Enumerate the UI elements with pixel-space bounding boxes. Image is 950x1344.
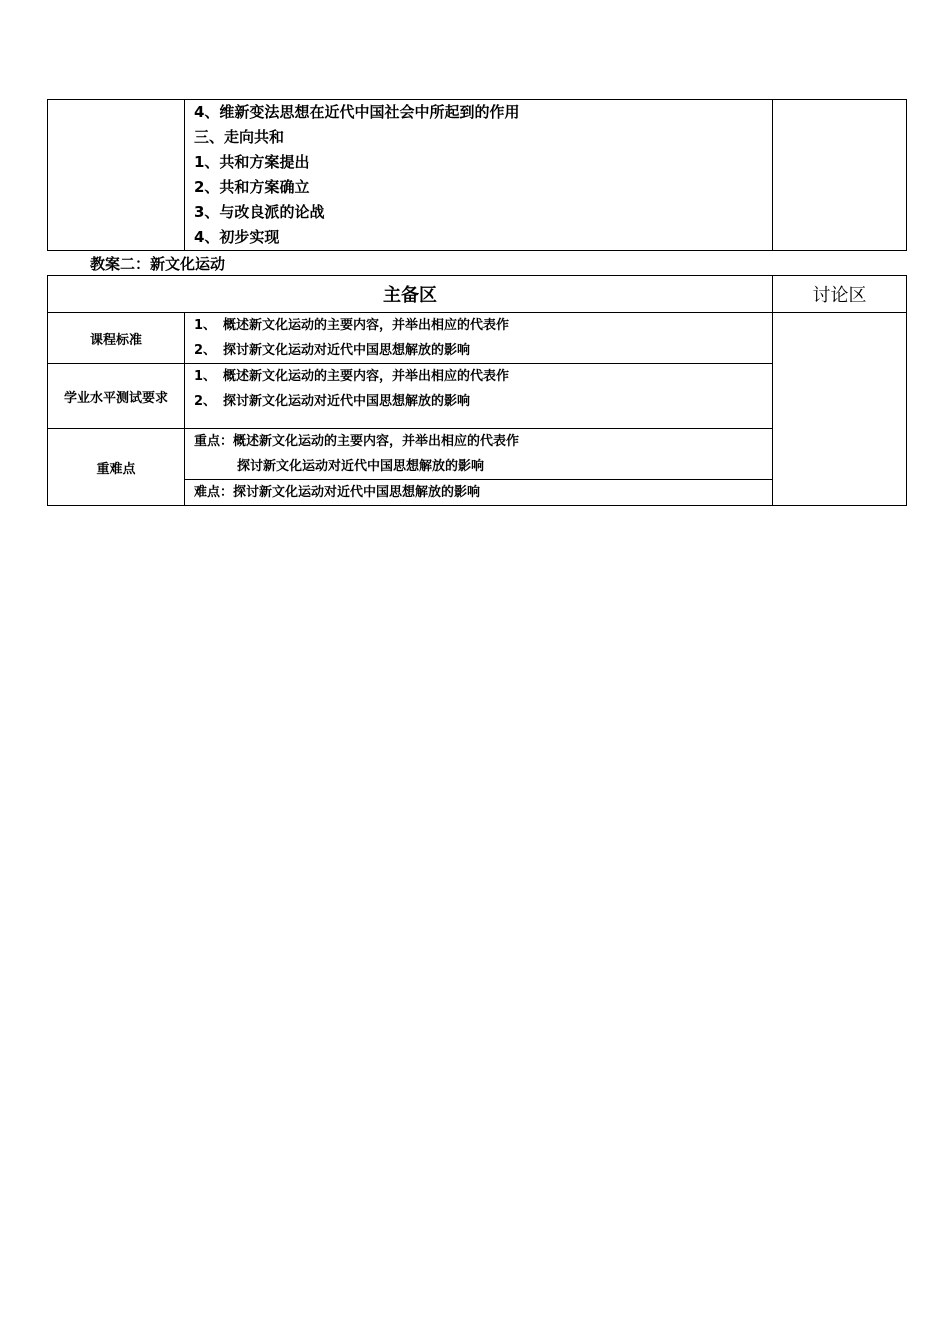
top-table [47, 99, 907, 251]
difficult-points-content [185, 480, 773, 506]
top-table-content-cell [185, 100, 773, 251]
label-test-requirements: 学业水平测试要求 [48, 364, 185, 429]
section-title: 教案二：新文化运动 [90, 255, 226, 273]
key-points-content [185, 429, 773, 480]
label-key-difficult-points: 重难点 [48, 429, 185, 506]
top-table-left-cell [48, 100, 185, 251]
top-table-right-cell [773, 100, 907, 251]
outline-line: 2、共和方案确立 [194, 178, 310, 196]
key-point-line: 重点：概述新文化运动的主要内容，并举出相应的代表作 [194, 434, 520, 449]
curriculum-standard-content [185, 313, 773, 364]
lesson-plan-table [47, 275, 907, 506]
list-item: 2、 探讨新文化运动对近代中国思想解放的影响 [194, 343, 471, 358]
label-curriculum-standard: 课程标准 [48, 313, 185, 364]
outline-line: 4、维新变法思想在近代中国社会中所起到的作用 [194, 103, 520, 121]
list-item: 1、 概述新文化运动的主要内容，并举出相应的代表作 [194, 318, 510, 333]
test-requirements-content [185, 364, 773, 429]
outline-line: 4、初步实现 [194, 228, 280, 246]
discussion-area-cell [773, 313, 907, 506]
outline-line: 1、共和方案提出 [194, 153, 310, 171]
outline-line: 3、与改良派的论战 [194, 203, 325, 221]
header-discussion: 讨论区 [773, 276, 907, 313]
outline-line: 三、走向共和 [194, 128, 285, 146]
difficult-point-line: 难点：探讨新文化运动对近代中国思想解放的影响 [194, 485, 481, 500]
header-main-prep: 主备区 [48, 276, 773, 313]
list-item: 1、 概述新文化运动的主要内容，并举出相应的代表作 [194, 369, 510, 384]
key-point-line: 探讨新文化运动对近代中国思想解放的影响 [237, 459, 485, 474]
list-item: 2、 探讨新文化运动对近代中国思想解放的影响 [194, 394, 471, 409]
